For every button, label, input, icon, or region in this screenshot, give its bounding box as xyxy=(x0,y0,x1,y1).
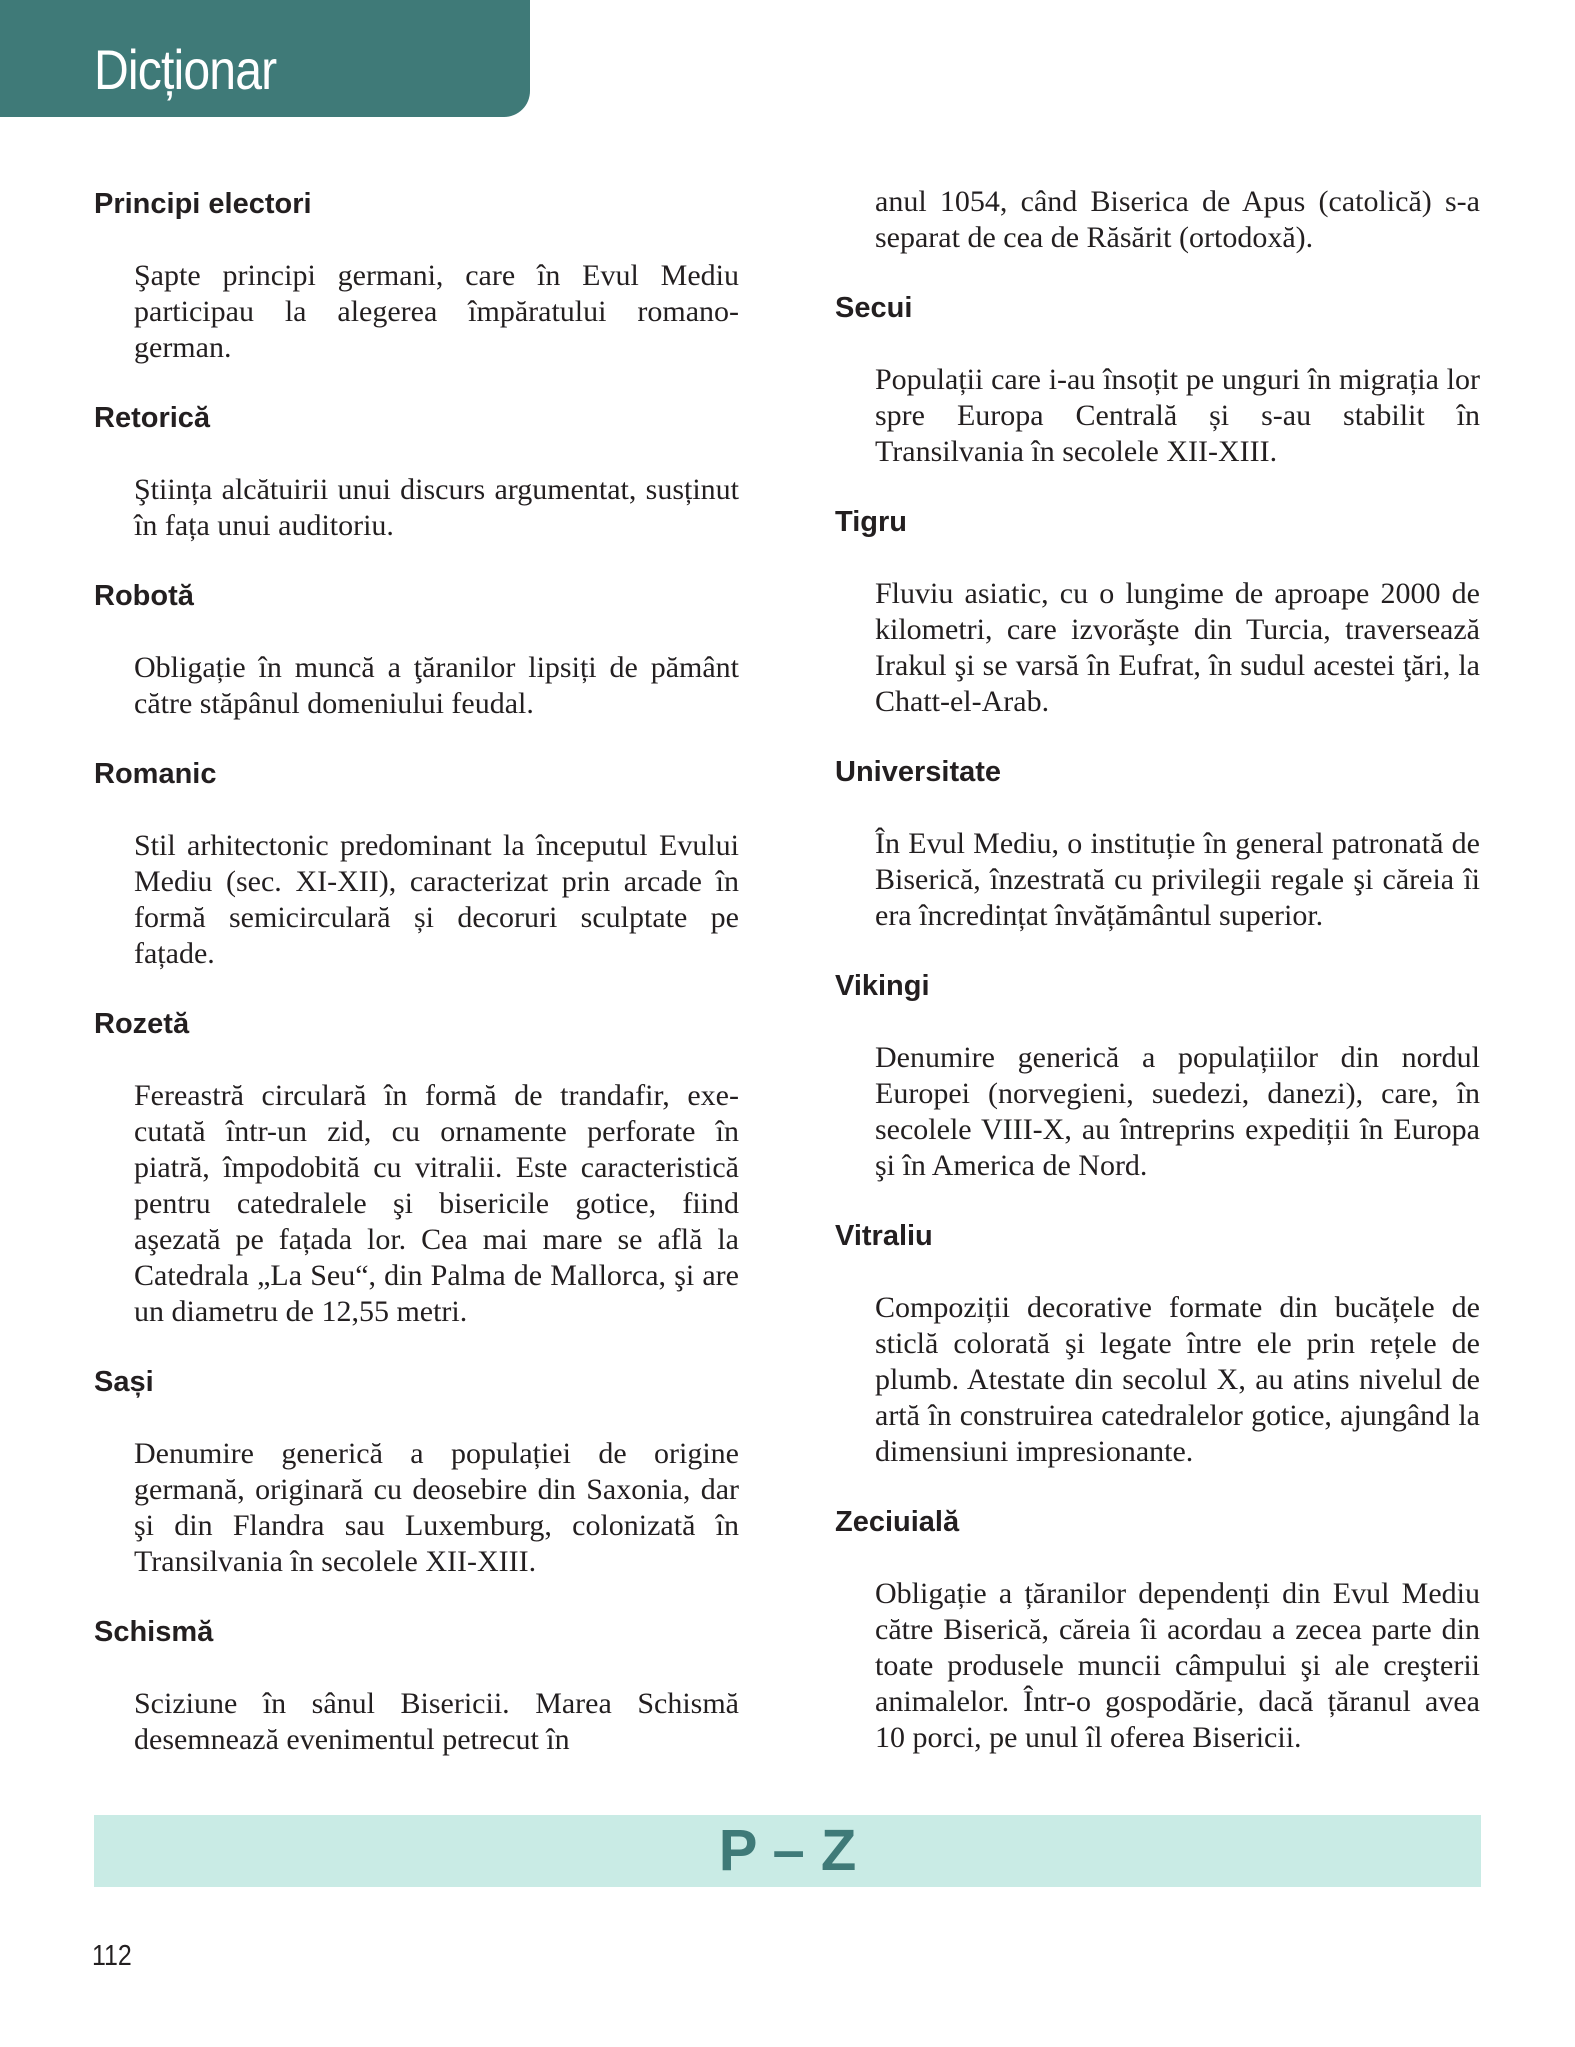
left-column xyxy=(94,184,739,1790)
section-range-letters: P – Z xyxy=(718,1818,857,1883)
dictionary-entry xyxy=(94,184,739,366)
dictionary-entry xyxy=(94,1362,739,1580)
entry-term: Schismă xyxy=(94,1616,214,1648)
dictionary-entry xyxy=(835,502,1480,720)
entry-definition: Obligație a țăranilor dependenți din Evul Mediu către Biserică, căreia îi acordau a zecea parte din toate produsele muncii câmpului şi ale creşterii animalelor. Într-o gospodărie, dacă țăranul avea 10 porci, pe unul îl oferea Bisericii. xyxy=(875,1577,1480,1754)
dictionary-entry xyxy=(94,1004,739,1330)
right-column xyxy=(835,184,1480,1788)
dictionary-entry xyxy=(835,288,1480,470)
entry-definition: Populații care i-au însoțit pe unguri în migrația lor spre Europa Centrală și s-au stabilit în Transilvania în secolele XII-XIII. xyxy=(875,363,1480,468)
section-range-band xyxy=(94,1815,1481,1887)
entry-term: Sași xyxy=(94,1366,154,1398)
entry-definition: Denumire generică a populațiilor din nordul Europei (norvegieni, suedezi, danezi), care, în secolele VIII-X, au întreprins expediții în Europa şi în America de Nord. xyxy=(875,1041,1480,1182)
page-title: Dicționar xyxy=(94,38,277,101)
entry-definition-continuation: anul 1054, când Biserica de Apus (catolică) s-a separat de cea de Răsărit (ortodoxă). xyxy=(875,185,1480,254)
entry-term: Tigru xyxy=(835,506,907,538)
entry-definition: Denumire generică a populației de origine germană, originară cu deosebire din Saxonia, dar şi din Flandra sau Luxemburg, colonizată în Transilvania în secolele XII-XIII. xyxy=(134,1437,739,1578)
entry-definition: Fereastră circulară în formă de trandafir, executată într-un zid, cu ornamente perforate în piatră, împodobită cu vitralii. Este caracteristică pentru catedralele şi bisericile gotice, fiind aşezată pe fațada lor. Cea mai mare se află la Catedrala „La Seu“, din Palma de Mallorca, şi are un diametru de 12,55 metri. xyxy=(134,1079,739,1328)
entry-term: Robotă xyxy=(94,580,194,612)
entry-definition: Şapte principi germani, care în Evul Mediu participau la alegerea împăratului romano-german. xyxy=(134,259,739,364)
entry-term: Retorică xyxy=(94,402,211,434)
dictionary-entry xyxy=(835,1216,1480,1470)
entry-term: Principi electori xyxy=(94,188,312,220)
dictionary-entry xyxy=(835,752,1480,934)
entry-term: Secui xyxy=(835,292,913,324)
dictionary-entry xyxy=(94,754,739,972)
entry-definition: Ştiința alcătuirii unui discurs argumentat, susținut în fața unui auditoriu. xyxy=(134,473,739,542)
entry-term: Vikingi xyxy=(835,970,930,1002)
dictionary-entry xyxy=(835,1502,1480,1756)
entry-definition: Stil arhitectonic predominant la începutul Evului Mediu (sec. XI-XII), caracterizat prin arcade în formă semicirculară și decoruri sculptate pe fațade. xyxy=(134,829,739,970)
dictionary-entry xyxy=(94,576,739,722)
header-tab xyxy=(0,0,530,117)
entry-term: Vitraliu xyxy=(835,1220,933,1252)
dictionary-entry xyxy=(94,1612,739,1758)
entry-definition: Sciziune în sânul Bisericii. Marea Schismă desemnează evenimentul petrecut în xyxy=(134,1687,739,1756)
entry-term: Zeciuială xyxy=(835,1506,960,1538)
entry-term: Rozetă xyxy=(94,1008,190,1040)
entry-definition: Fluviu asiatic, cu o lungime de aproape 2000 de kilometri, care izvorăşte din Turcia, traversează Irakul şi se varsă în Eufrat, în sudul acestei ţări, la Chatt-el-Arab. xyxy=(875,577,1480,718)
entry-definition: Compoziții decorative formate din bucățele de sticlă colorată şi legate între ele prin rețele de plumb. Atestate din secolul X, au atins nivelul de artă în construirea catedralelor gotice, ajungând la dimensiuni impresionante. xyxy=(875,1291,1480,1468)
entry-term: Romanic xyxy=(94,758,217,790)
entry-definition: Obligație în muncă a ţăranilor lipsiți de pământ către stăpânul domeniului feudal. xyxy=(134,651,739,720)
dictionary-entry xyxy=(94,398,739,544)
dictionary-entry xyxy=(835,966,1480,1184)
entry-term: Universitate xyxy=(835,756,1002,788)
page-number: 112 xyxy=(92,1940,132,1972)
entry-definition: În Evul Mediu, o instituție în general patronată de Biserică, înzestrată cu privilegii regale şi căreia îi era încredințat învățământul superior. xyxy=(875,827,1480,932)
